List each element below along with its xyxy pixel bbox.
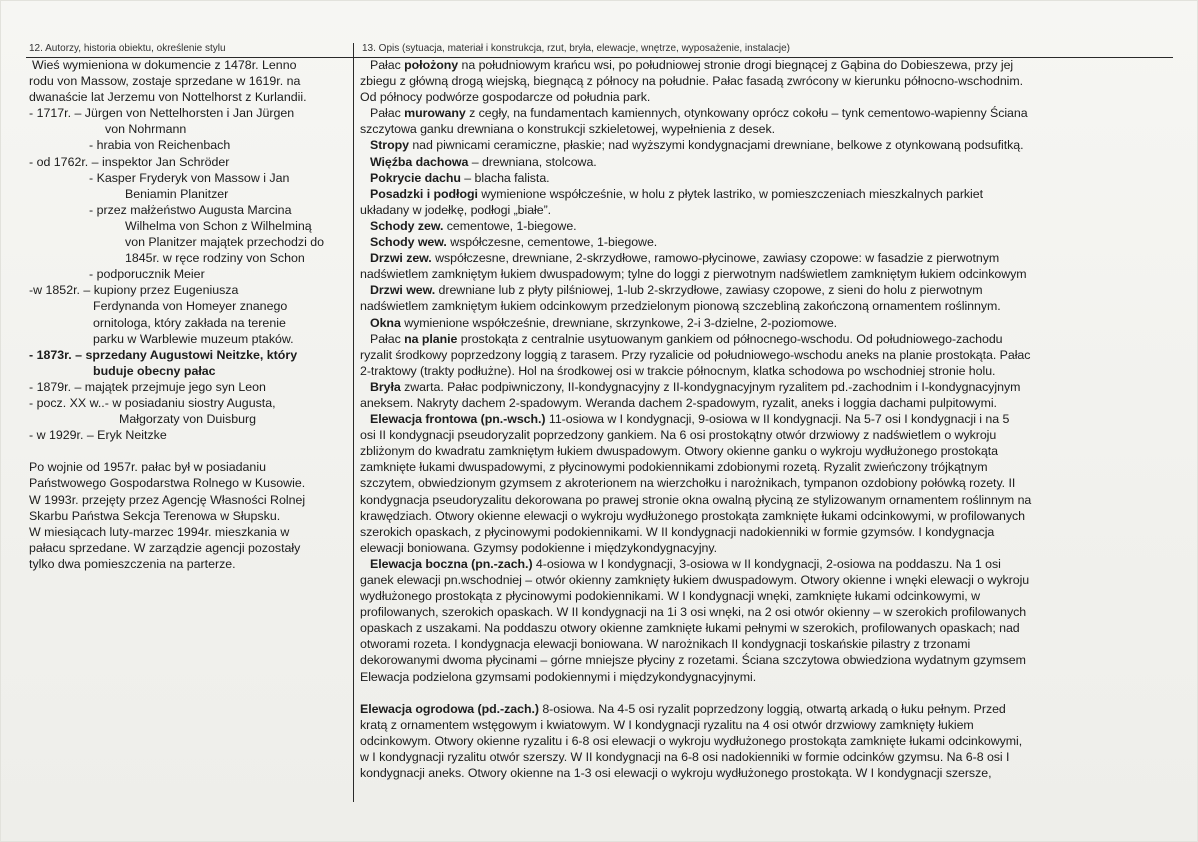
description-line: zamknięte łukami dwuspadowymi, z płycinowymi podokiennikami zdobionymi rozetą. Ryzalit zwieńczony trójkątnym	[360, 460, 988, 475]
history-line: - 1717r. – Jürgen von Nettelhorsten i Jan Jürgen	[29, 106, 295, 121]
history-line: Państwowego Gospodarstwa Rolnego w Kusowie.	[29, 476, 306, 491]
history-line: - 1879r. – majątek przejmuje jego syn Leon	[29, 379, 266, 394]
description-line: odcinkowym. Otwory okienne ryzalitu i 6-8 osi elewacji o wykroju wydłużonego prostokąta zamknięte łukami odcinkowymi,	[360, 733, 1023, 748]
history-line: von Nohrmann	[105, 122, 187, 137]
section-12-header: 12. Autorzy, historia obiektu, określenie stylu	[29, 43, 226, 54]
description-line: Elewacja boczna (pn.-zach.) 4-osiowa w I kondygnacji, 3-osiowa w II kondygnacji, 2-osiowa na poddaszu. Na 1 osi	[370, 556, 1001, 571]
history-line: rodu von Massow, zostaje sprzedane w 1619r. na	[29, 74, 301, 89]
description-line: szerokich opaskach, z płycinowymi podokiennikami. W II kondygnacji nadokienniki w formie gzymsów. I kondygnacja	[360, 524, 995, 539]
history-line: - w 1929r. – Eryk Neitzke	[29, 428, 167, 443]
history-line: dwanaście lat Jerzemu von Nottelhorst z Kurlandii.	[29, 90, 307, 105]
description-line: 2-traktowy (trakty podłużne). Hol na środkowej osi w trakcie północnym, klatka schodowa po wschodniej stronie holu.	[360, 363, 996, 378]
history-line: Wieś wymieniona w dokumencie z 1478r. Lenno	[32, 58, 297, 72]
description-term: Drzwi wew.	[370, 283, 436, 298]
history-line: - podporucznik Meier	[89, 267, 205, 282]
description-line: Pałac murowany z cegły, na fundamentach kamiennych, otynkowany oprócz cokołu – tynk cementowo-wapienny Ściana	[370, 106, 1028, 121]
description-line: Posadzki i podłogi wymienione współcześnie, w holu z płytek lastriko, w pomieszczeniach mieszkalnych parkiet	[370, 186, 983, 201]
description-line: szczytem, obwiedzionym gzymsem z akroterionem na wierzchołku i narożnikach, tympanon ozdobiony połówką rozety. II	[360, 476, 1016, 491]
history-line: Skarbu Państwa Sekcja Terenowa w Słupsku.	[29, 508, 281, 523]
description-line: układany w jodełkę, podłogi „białe”.	[360, 202, 552, 217]
description-term: położony	[404, 58, 459, 72]
description-line: Okna wymienione współcześnie, drewniane, skrzynkowe, 2-i 3-dzielne, 2-poziomowe.	[370, 315, 838, 330]
history-line: -w 1852r. – kupiony przez Eugeniusza	[29, 283, 239, 298]
description-line: Elewacja podzielona gzymsami podokiennymi i międzykondygnacyjnymi.	[360, 669, 757, 684]
description-line: Drzwi wew. drewniane lub z płyty pilśniowej, 1-lub 2-skrzydłowe, zawiasy czopowe, z sieni do holu z pierwotnym	[370, 283, 983, 298]
description-term: Drzwi zew.	[370, 251, 432, 266]
history-line: W 1993r. przejęty przez Agencję Własności Rolnej	[29, 492, 306, 507]
description-column	[360, 57, 1170, 781]
description-term: Posadzki i podłogi	[370, 186, 478, 201]
description-line: kondygnacja pseudoryzalitu dekorowana po prawej stronie okna owalną płyciną ze stylizowanym ornamentem roślinnym na	[360, 492, 1032, 507]
description-line: aneksem. Nakryty dachem 2-spadowym. Weranda dachem 2-spadowym, ryzalit, aneks i loggia dachami pulpitowymi.	[360, 395, 997, 410]
description-line: ryzalit środkowy poprzedzony loggią z tarasem. Przy ryzalicie od południowego-wschodu aneks na planie prostokąta. Pałac	[360, 347, 1031, 362]
history-line: Beniamin Planitzer	[125, 186, 229, 201]
history-line: - pocz. XX w..- w posiadaniu siostry Augusta,	[29, 395, 276, 410]
description-line: w I kondygnacji ryzalitu otwór szerszy. W II kondygnacji na 6-8 osi nadokienniki w formie odcinków gzymsu. Na 6-8 osi I	[360, 750, 1010, 765]
column-divider	[353, 43, 354, 802]
history-line: - Kasper Fryderyk von Massow i Jan	[89, 170, 290, 185]
description-line: opaskach z uszakami. Na poddaszu otwory okienne zamknięte łukami pełnymi w szerokich, profilowanych opaskach; nad	[360, 621, 1020, 636]
description-term: Stropy	[370, 138, 409, 153]
description-line: Pokrycie dachu – blacha falista.	[370, 170, 550, 185]
history-line: Po wojnie od 1957r. pałac był w posiadaniu	[29, 460, 266, 475]
description-line: nadświetlem zamkniętym łukiem dwuspadowym; tylne do loggi z pierwotnym nadświetlem zamkniętym łukiem odcinkowym	[360, 267, 1027, 282]
description-term: Schody zew.	[370, 218, 444, 233]
description-line: Elewacja ogrodowa (pd.-zach.) 8-osiowa. Na 4-5 osi ryzalit poprzedzony loggią, otwartą arkadą o łuku pełnym. Przed	[360, 701, 1006, 716]
history-line: ornitologa, który zakłada na terenie	[93, 315, 286, 330]
description-line: elewacji boniowana. Gzymsy podokienne i międzykondygnacyjny.	[360, 540, 717, 555]
description-line: otworami rozeta. I kondygnacja elewacji boniowana. W narożnikach II kondygnacji toskańskie pilastry z trzonami	[360, 637, 971, 652]
description-term: Elewacja frontowa (pn.-wsch.)	[370, 412, 546, 427]
description-line: krawędziach. Otwory okienne elewacji o wykroju wydłużonego prostokąta zamknięte łukami odcinkowymi, w profilowanych	[360, 508, 1026, 523]
history-line: Małgorzaty von Duisburg	[119, 412, 257, 427]
description-line: szczytowa ganku drewniana o konstrukcji szkieletowej, wypełnienia z desek.	[360, 122, 776, 137]
description-line: profilowanych, szerokich opaskach. W II kondygnacji na 1i 3 osi wnęki, na 2 osi otwór okienny – w szerokich profilowanych	[360, 605, 1027, 620]
description-line: Schody wew. współczesne, cementowe, 1-biegowe.	[370, 235, 658, 250]
history-line: - od 1762r. – inspektor Jan Schröder	[29, 154, 230, 169]
description-term: Elewacja boczna (pn.-zach.)	[370, 556, 533, 571]
history-column	[29, 57, 351, 572]
description-line: Pałac na planie prostokąta z centralnie usytuowanym gankiem od północnego-wschodu. Od południowego-zachodu	[370, 331, 1003, 346]
description-line	[360, 685, 1170, 701]
description-term: Elewacja ogrodowa (pd.-zach.)	[360, 701, 539, 716]
description-term: Pokrycie dachu	[370, 170, 461, 185]
description-term: Bryła	[370, 379, 401, 394]
description-line: Pałac położony na południowym krańcu wsi, po południowej stronie drogi biegnącej z Gąbina do Dobieszewa, przy jej	[370, 58, 1014, 72]
history-line: von Planitzer majątek przechodzi do	[125, 235, 325, 250]
history-line: buduje obecny pałac	[93, 363, 216, 378]
history-line: - przez małżeństwo Augusta Marcina	[89, 202, 292, 217]
description-line: Stropy nad piwnicami ceramiczne, płaskie; nad wyższymi kondygnacjami drewniane, belkowe z otynkowaną podsufitką.	[370, 138, 1024, 153]
description-line: Więźba dachowa – drewniana, stolcowa.	[370, 154, 597, 169]
description-line: zbliżonym do kwadratu zamkniętym łukiem dwuspadowym. Otwory okienne ganku o wykroju wydłużonego prostokąta	[360, 444, 998, 459]
history-line: W miesiącach luty-marzec 1994r. mieszkania w	[29, 524, 290, 539]
section-13-header: 13. Opis (sytuacja, materiał i konstrukcja, rzut, bryła, elewacje, wnętrze, wyposażenie, instalacje)	[362, 43, 790, 54]
description-line: Bryła zwarta. Pałac podpiwniczony, II-kondygnacyjny z II-kondygnacyjnym ryzalitem pd.-zachodnim i I-kondygnacyjnym	[370, 379, 1021, 394]
history-line: tylko dwa pomieszczenia na parterze.	[29, 556, 236, 571]
description-line: dekorowanymi dwoma płycinami – górne mniejsze płyciny z rozetami. Ściana szczytowa obwiedziona wydatnym gzymsem	[360, 653, 1026, 668]
description-line: zbiegu z główną drogą wiejską, biegnącą z północy na południe. Pałac fasadą zwrócony w kierunku północno-wschodnim.	[360, 74, 1024, 89]
history-line: 1845r. w ręce rodziny von Schon	[125, 251, 305, 266]
description-line: wydłużonego prostokąta z płycinowymi podokiennikami. W I kondygnacji wnęki, zamknięte łukami odcinkowymi, w	[360, 589, 980, 604]
description-term: na planie	[404, 331, 458, 346]
description-line: ganek elewacji pn.wschodniej – otwór okienny zamknięty łukiem dwuspadowym. Otwory okienne i wnęki elewacji o wykroju	[360, 573, 1030, 587]
description-term: Okna	[370, 315, 401, 330]
description-line: Od północy podwórze gospodarcze od południa park.	[360, 90, 651, 105]
description-line: Elewacja frontowa (pn.-wsch.) 11-osiowa w I kondygnacji, 9-osiowa w II kondygnacji. Na 5-7 osi I kondygnacji i na 5	[370, 412, 1010, 427]
history-line: pałacu sprzedane. W zarządzie agencji pozostały	[29, 540, 301, 555]
history-line: - 1873r. – sprzedany Augustowi Neitzke, który	[29, 347, 298, 362]
history-line: - hrabia von Reichenbach	[89, 138, 231, 153]
history-line: parku w Warblewie muzeum ptaków.	[93, 331, 294, 346]
description-line: Drzwi zew. współczesne, drewniane, 2-skrzydłowe, ramowo-płycinowe, zawiasy czopowe: w fasadzie z pierwotnym	[370, 251, 1000, 266]
history-line: Ferdynanda von Homeyer znanego	[93, 299, 288, 314]
description-line: osi II kondygnacji pseudoryzalit poprzedzony gankiem. Na 6 osi prostokątny otwór drzwiowy z nadświetlem o wykroju	[360, 428, 997, 443]
history-line	[29, 443, 351, 459]
description-term: Więźba dachowa	[370, 154, 469, 169]
description-term: Schody wew.	[370, 235, 447, 250]
description-line: kondygnacji aneks. Otwory okienne na 1-3 osi elewacji o wykroju wydłużonego prostokąta. W I kondygnacji szersze,	[360, 766, 992, 781]
history-line: Wilhelma von Schon z Wilhelminą	[125, 218, 312, 233]
description-line: nadświetlem zamkniętym łukiem odcinkowym przedzielonym pionową szczebliną zakończoną ornamentem roślinnym.	[360, 299, 1001, 314]
description-line: kratą z ornamentem wstęgowym i kwiatowym. W I kondygnacji ryzalitu na 4 osi otwór drzwiowy zamknięty łukiem	[360, 717, 974, 732]
description-term: murowany	[404, 106, 466, 121]
description-line: Schody zew. cementowe, 1-biegowe.	[370, 218, 577, 233]
